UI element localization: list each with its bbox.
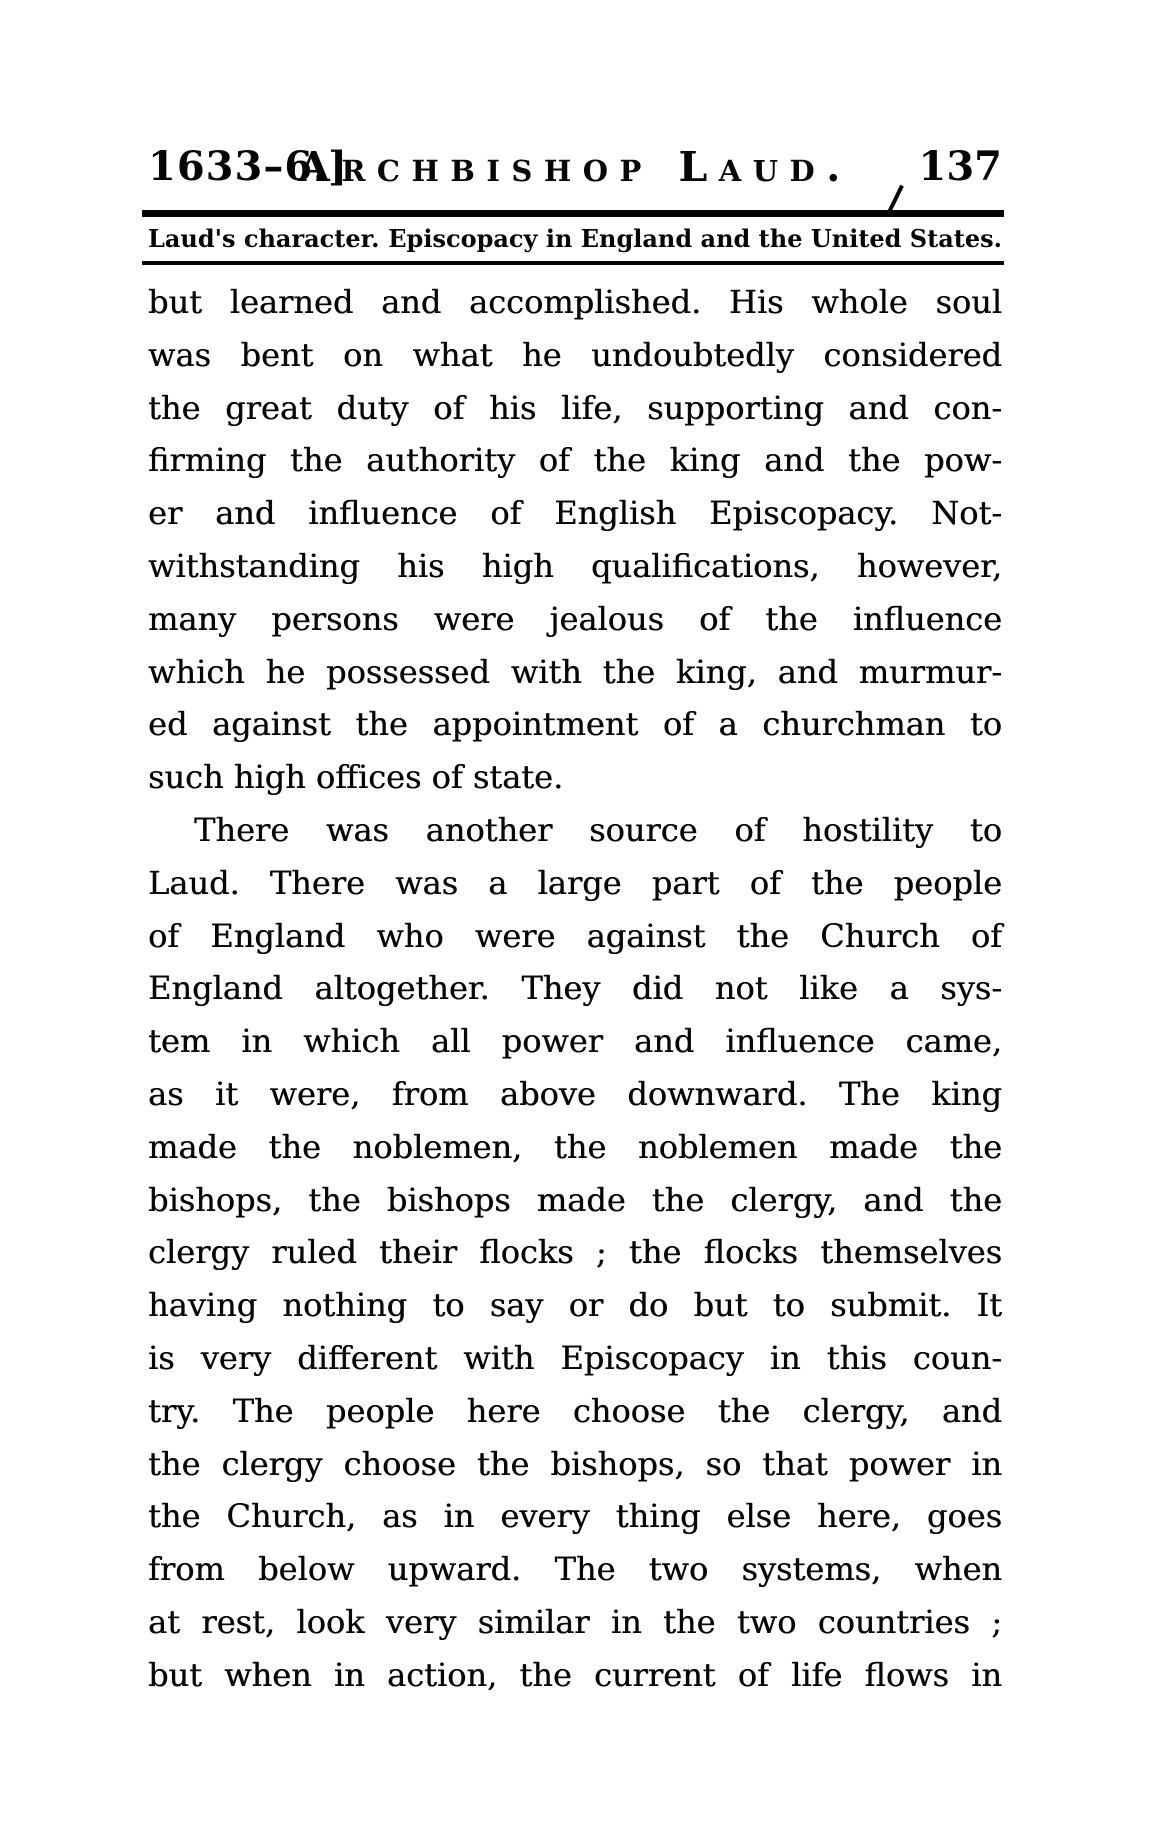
text-line: England altogether. They did not like a sys- (148, 969, 1002, 1008)
text-line: but learned and accomplished. His whole soul (148, 283, 1002, 321)
text-line: was bent on what he undoubtedly considered (148, 335, 1002, 374)
text-line: made the noblemen, the noblemen made the (148, 1127, 1002, 1166)
text-line: clergy ruled their flocks ; the flocks themselves (148, 1233, 1002, 1272)
text-line: er and influence of English Episcopacy. Not- (148, 494, 1002, 533)
text-line: the Church, as in every thing else here, goes (148, 1497, 1002, 1536)
page-header (148, 138, 1002, 196)
page-number: 137 (918, 143, 1002, 190)
text-line: bishops, the bishops made the clergy, and the (148, 1180, 1002, 1219)
text-line: such high offices of state. (148, 758, 564, 797)
text-line: Laud. There was a large part of the people (148, 863, 1002, 902)
running-head-rule (142, 261, 1004, 265)
text-line: try. The people here choose the clergy, and (148, 1391, 1002, 1430)
text-line: withstanding his high qualifications, however, (148, 546, 1002, 585)
text-line: the clergy choose the bishops, so that power in (148, 1444, 1002, 1483)
running-head-right: Episcopacy in England and the United States. (388, 224, 1002, 253)
text-line: as it were, from above downward. The king (148, 1074, 1002, 1113)
text-line: There was another source of hostility to (194, 810, 1002, 849)
text-line: is very different with Episcopacy in this coun- (148, 1338, 1002, 1377)
text-line: having nothing to say or do but to submit. It (148, 1286, 1002, 1325)
running-heads (148, 222, 1002, 256)
text-line: tem in which all power and influence came, (148, 1022, 1002, 1061)
page-title: Archbishop Laud. (298, 143, 852, 191)
text-line: firming the authority of the king and the pow- (148, 441, 1002, 480)
body-text (148, 276, 1002, 1702)
header-date-range: 1633–6.] (148, 143, 349, 190)
text-line: at rest, look very similar in the two countries ; (148, 1602, 1002, 1641)
text-line: which he possessed with the king, and murmur- (148, 652, 1002, 691)
text-line: but when in action, the current of life flows in (148, 1655, 1002, 1694)
text-line: ed against the appointment of a churchman to (148, 705, 1002, 744)
text-line: the great duty of his life, supporting and con- (148, 388, 1002, 427)
header-rule (142, 210, 1004, 217)
text-line: many persons were jealous of the influence (148, 599, 1002, 638)
text-line: of England who were against the Church of (148, 916, 1002, 955)
running-head-left: Laud's character. (148, 224, 380, 253)
text-line: from below upward. The two systems, when (148, 1550, 1002, 1589)
